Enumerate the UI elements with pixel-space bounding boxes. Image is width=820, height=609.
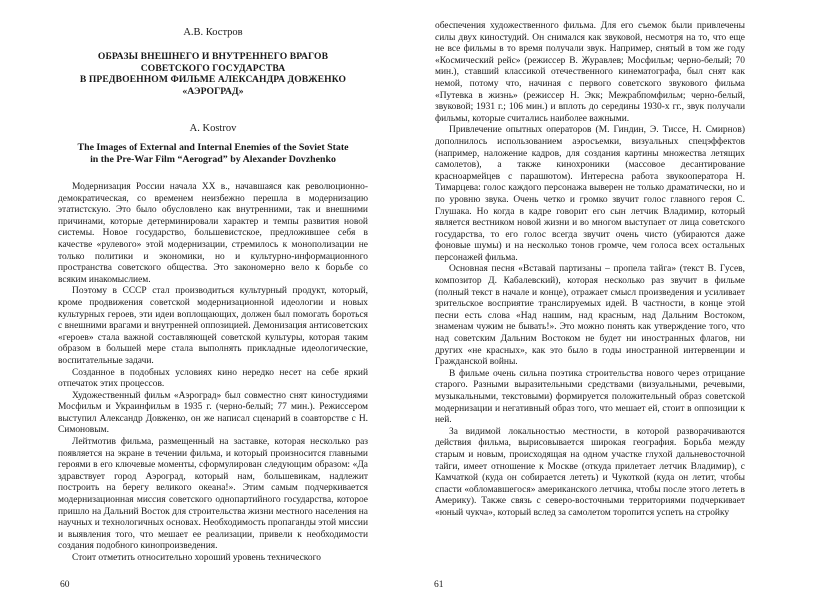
title-en-line: The Images of External and Internal Enemies of the Soviet State: [77, 142, 349, 153]
paragraph: Модернизация России начала XX в., начавшаяся как революционно-демократическая, со временем неизбежно перешла в модернизацию этатистскую. Это было обусловлено как внутренними, так и внешними причинами, которые детерминировали характер и темпы развития новой системы. Новое государство, большевистское, предложившее себя в качестве «рулевого» этой модернизации, стремилось к монополизации не только политики и экономики, но и культурно-информационного пространства советского общества. Это закономерно вело к борьбе со всяким инакомыслием.: [58, 182, 368, 285]
author-ru: А.В. Костров: [183, 27, 243, 38]
right-body-text: [435, 21, 745, 520]
paragraph: Созданное в подобных условиях кино нередко несет на себе яркий отпечаток этих процессов.: [58, 367, 368, 390]
paragraph: Поэтому в СССР стал производиться культурный продукт, который, кроме продвижения советской модернизационной идеологии и новых культурных героев, эти идеи воплощающих, должен был помогать бороться с внешними врагами и внутренней оппозицией. Демонизация антисоветских «героев» стала важной составляющей советской культуры, которая таким образом в большей мере стала выполнять прикладные идеологические, воспитательные задачи.: [58, 286, 368, 366]
author-en: A. Kostrov: [189, 123, 237, 134]
title-ru-line: «АЭРОГРАД»: [182, 85, 244, 97]
paragraph: Стоит отметить относительно хороший уровень технического: [72, 553, 321, 563]
title-ru: [60, 51, 366, 97]
paragraph: обеспечения художественного фильма. Для его съемок были привлечены силы двух киностудий. Он снимался как звуковой, несмотря на то, что еще не все фильмы в то время получали звук. Например, снятый в том же году «Космический рейс» (режиссер В. Журавлев; Мосфильм; черно-белый; 70 мин.), ставший классикой отечественного кинематографа, был снят как немой, потому что, начиная с первого советского звукового фильма «Путевка в жизнь» (режиссер Н. Экк; Межрабпомфильм; черно-белый, звуковой; 1931 г.; 106 мин.) и вплоть до середины 1930-х гг., звук получали фильмы, которые считались наиболее важными.: [435, 21, 745, 124]
title-en-line: in the Pre-War Film “Aerograd” by Alexander Dovzhenko: [90, 154, 336, 165]
paragraph: Художественный фильм «Аэроград» был совместно снят киностудиями Мосфильм и Украинфильм в 1935 г. (черно-белый; 77 мин.). Режиссером выступил Александр Довженко, он же написал сценарий в соавторстве с Н. Симоновым.: [58, 390, 368, 436]
paragraph: Лейтмотив фильма, размещенный на заставке, которая несколько раз появляется на экране в течении фильма, и который произносится главными героями в его ключевые моменты, сформулирован следующим образом: «Да здравствует город Аэроград, который нам, большевикам, надлежит построить на берегу великого океана!». Этим самым подчеркивается модернизационная миссия советского однопартийного государства, которое пришло на Дальний Восток для строительства жизни местного населения на научных и технологичных основах. Необходимость пропаганды этой миссии и выявления того, что мешает ее реализации, привели к необходимости создания подобного кинопроизведения.: [58, 437, 368, 552]
right-page: [410, 0, 820, 609]
title-en: [60, 142, 366, 166]
paragraph: В фильме очень сильна поэтика строительства нового через отрицание старого. Разными выразительными средствами (визуальными, речевыми, музыкальными, текстовыми) формируется положительный образ советской модернизации и негативный образ того, что мешает ей, стоит в оппозиции к ней.: [435, 368, 745, 426]
paragraph: Основная песня «Вставай партизаны – пропела тайга» (текст В. Гусев, композитор Д. Кабалевский), которая несколько раз звучит в фильме (полный текст в начале и конце), отражает смысл произведения и усиливает зрительское восприятие транслируемых идей. В частности, в конце этой песни есть слова «Над нашим, над красным, над Дальним Востоком, знаменам чужим не бывать!». Это можно понять как утверждение того, что над советским Дальним Востоком не будет ни иностранных флагов, ни других «не красных», как это было в годы иностранной интервенции и Гражданской войны.: [435, 264, 745, 368]
paragraph: За видимой локальностью местности, в которой разворачиваются действия фильма, вырисовывается широкая география. Борьба между старым и новым, происходящая на одном участке глухой дальневосточной тайги, имеет отношение к Москве (откуда прилетает летчик Владимир), с Камчаткой (куда он собирается лететь) и Чукоткой (куда он летит, чтобы спасти «обломавшегося» американского летчика, чтобы после этого лететь в Америку). Также связь с северо-восточными территориями подчеркивает «юный чукча», который вслед за самолетом торопится успеть на стройку: [435, 426, 745, 518]
title-ru-line: СОВЕТСКОГО ГОСУДАРСТВА: [140, 62, 286, 74]
title-ru-line: В ПРЕДВОЕННОМ ФИЛЬМЕ АЛЕКСАНДРА ДОВЖЕНКО: [79, 74, 347, 86]
page-number-left: 60: [60, 580, 70, 590]
title-ru-line: ОБРАЗЫ ВНЕШНЕГО И ВНУТРЕННЕГО ВРАГОВ: [97, 51, 329, 62]
page-number-right: 61: [434, 580, 444, 590]
left-body-text: [58, 182, 368, 565]
paragraph: Привлечение опытных операторов (М. Гиндин, Э. Тиссе, Н. Смирнов) дополнилось использованием аэросъемки, визуальных спецэффектов (например, наложение кадров, для создания картины множества летящих самолетов), а также кинохроники (массовое десантирование красноармейцев с парашютом). Интересна работа звукооператора Н. Тимарцева: голос каждого персонажа выверен не только драматически, но и по уровню звука. Очень четко и громко звучит голос главного героя С. Глушака. Но когда в кадре говорит его сын летчик Владимир, который является вестником новой жизни и во многом выступает от лица советского государства, то его голос всегда звучит очень чисто (убираются даже фоновые шумы) и на несколько тонов громче, чем голоса всех остальных персонажей фильма.: [435, 125, 745, 263]
